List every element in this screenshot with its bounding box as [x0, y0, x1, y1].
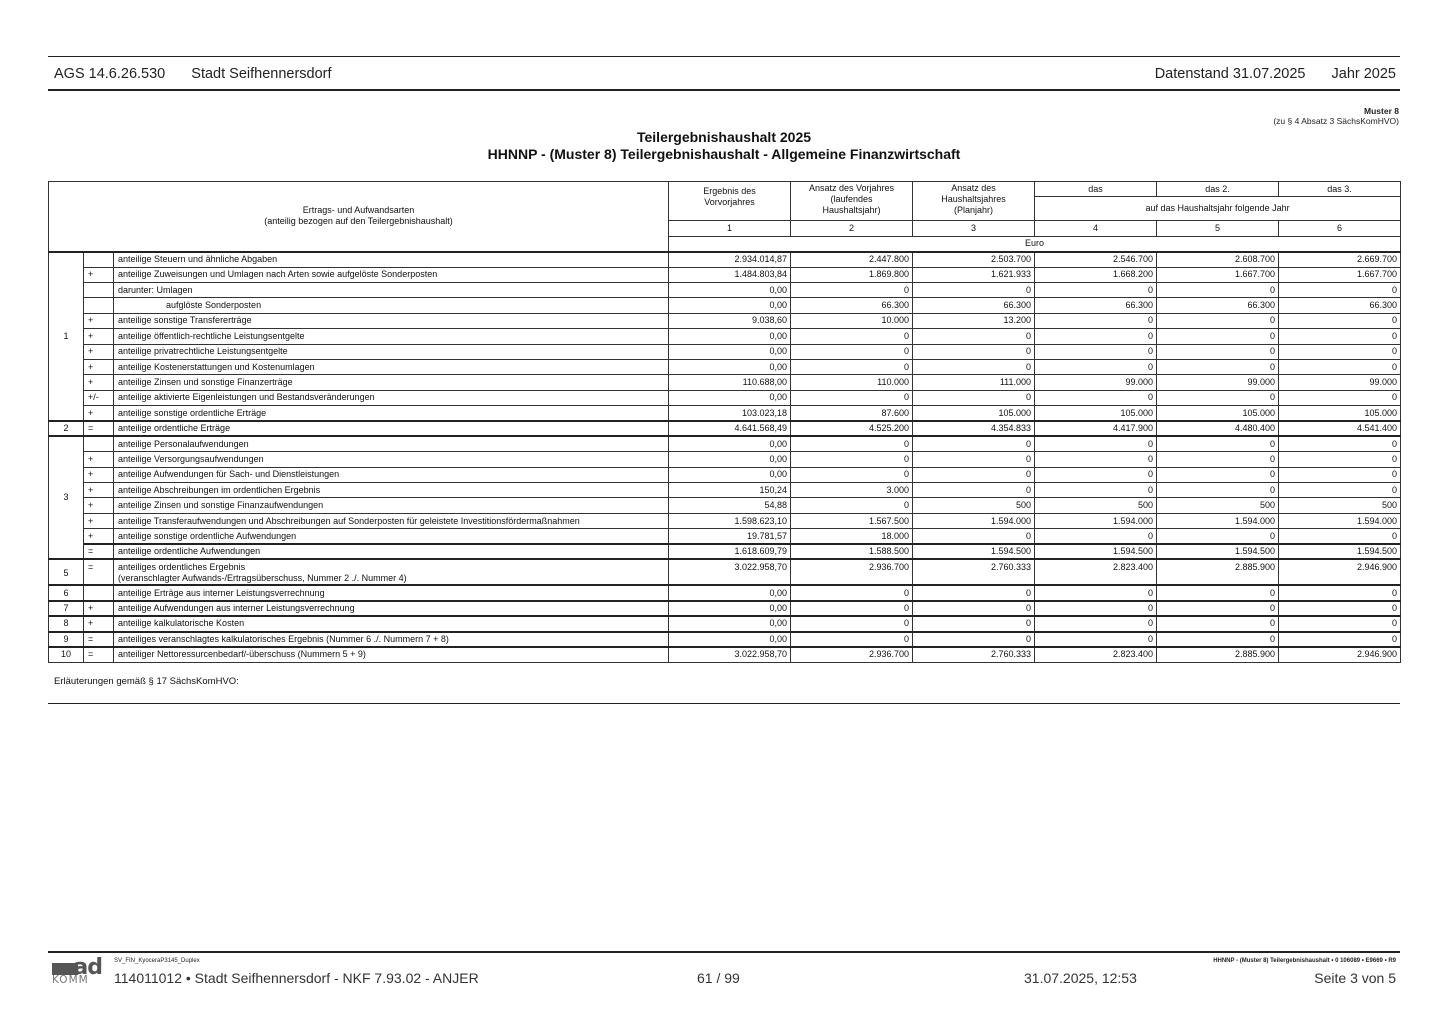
value-cell: 0,00	[669, 359, 791, 374]
value-cell: 0	[1279, 632, 1401, 647]
value-cell: 4.641.568,49	[669, 421, 791, 436]
value-cell: 0	[1279, 359, 1401, 374]
value-cell: 4.354.833	[913, 421, 1035, 436]
value-cell: 2.946.900	[1279, 559, 1401, 585]
value-cell: 66.300	[913, 298, 1035, 313]
row-operator: +	[84, 359, 114, 374]
table-row	[49, 647, 1401, 662]
printer-name: SV_FIN_KyoceraP3145_Duplex	[114, 958, 200, 964]
row-operator: +	[84, 344, 114, 359]
following-years-header: auf das Haushaltsjahr folgende Jahr	[1035, 197, 1401, 221]
row-label: anteiliges ordentliches Ergebnis (veranschlagter Aufwands-/Ertragsüberschuss, Nummer 2 ./. Nummer 4)	[114, 559, 669, 585]
row-operator	[84, 282, 114, 297]
value-cell: 103.023,18	[669, 406, 791, 421]
value-cell: 0	[1157, 585, 1279, 600]
table-row	[49, 559, 1401, 585]
value-cell: 0	[791, 616, 913, 631]
value-cell: 0	[913, 452, 1035, 467]
value-cell: 2.608.700	[1157, 252, 1279, 267]
row-label: anteilige Versorgungsaufwendungen	[114, 452, 669, 467]
row-label: anteilige Abschreibungen im ordentlichen Ergebnis	[114, 483, 669, 498]
report-code: HHNNP - (Muster 8) Teilergebnishaushalt • 0 106089 • E9669 • R9	[1213, 958, 1396, 964]
row-operator: =	[84, 647, 114, 662]
value-cell: 0	[1279, 313, 1401, 328]
value-cell: 87.600	[791, 406, 913, 421]
currency-unit: Euro	[669, 236, 1401, 251]
value-cell: 4.417.900	[1035, 421, 1157, 436]
row-operator: +	[84, 529, 114, 544]
value-cell: 10.000	[791, 313, 913, 328]
value-cell: 0	[1035, 359, 1157, 374]
form-reference	[1273, 106, 1399, 126]
value-cell: 0	[791, 585, 913, 600]
row-operator: =	[84, 421, 114, 436]
value-cell: 4.541.400	[1279, 421, 1401, 436]
table-row	[49, 513, 1401, 528]
value-cell: 0	[913, 359, 1035, 374]
value-cell: 1.567.500	[791, 513, 913, 528]
value-cell: 0	[1035, 282, 1157, 297]
print-timestamp: 31.07.2025, 12:53	[1024, 970, 1137, 986]
value-cell: 0	[1279, 436, 1401, 451]
row-label: anteilige privatrechtliche Leistungsentgelte	[114, 344, 669, 359]
value-cell: 9.038,60	[669, 313, 791, 328]
value-cell: 0,00	[669, 467, 791, 482]
row-label: anteiliger Nettoressurcenbedarf/-überschuss (Nummern 5 + 9)	[114, 647, 669, 662]
value-cell: 0,00	[669, 436, 791, 451]
row-operator	[84, 298, 114, 313]
value-cell: 105.000	[1157, 406, 1279, 421]
row-operator: +	[84, 406, 114, 421]
row-label: anteilige kalkulatorische Kosten	[114, 616, 669, 631]
value-cell: 111.000	[913, 375, 1035, 390]
table-row	[49, 498, 1401, 513]
row-number: 9	[49, 632, 84, 647]
value-cell: 0	[1157, 436, 1279, 451]
value-cell: 0	[791, 498, 913, 513]
value-cell: 1.594.000	[913, 513, 1035, 528]
value-cell: 0	[1279, 329, 1401, 344]
value-cell: 4.480.400	[1157, 421, 1279, 436]
form-number: Muster 8	[1364, 106, 1399, 116]
row-label: anteilige Personalaufwendungen	[114, 436, 669, 451]
row-operator: +	[84, 498, 114, 513]
value-cell: 0	[1279, 483, 1401, 498]
page-title	[0, 129, 1448, 163]
row-operator: +	[84, 267, 114, 282]
budget-year: Jahr 2025	[1331, 66, 1396, 82]
municipality-name: Stadt Seifhennersdorf	[191, 66, 332, 82]
row-operator: +/-	[84, 390, 114, 405]
value-cell: 0,00	[669, 452, 791, 467]
col5-header: das 2.	[1157, 182, 1279, 197]
page-header	[54, 66, 1396, 84]
value-cell: 1.594.500	[1035, 544, 1157, 559]
value-cell: 0	[913, 529, 1035, 544]
value-cell: 0	[1279, 344, 1401, 359]
col-number: 1	[669, 221, 791, 236]
value-cell: 0	[1157, 529, 1279, 544]
row-operator: +	[84, 467, 114, 482]
value-cell: 0	[791, 282, 913, 297]
value-cell: 1.598.623,10	[669, 513, 791, 528]
value-cell: 66.300	[1157, 298, 1279, 313]
col6-header: das 3.	[1279, 182, 1401, 197]
col2-header: Ansatz des Vorjahres (laufendes Haushaltsjahr)	[791, 182, 913, 221]
value-cell: 0	[791, 329, 913, 344]
value-cell: 0	[1279, 601, 1401, 616]
value-cell: 0	[913, 616, 1035, 631]
table-row	[49, 252, 1401, 267]
value-cell: 0	[913, 436, 1035, 451]
value-cell: 150,24	[669, 483, 791, 498]
value-cell: 0	[1279, 529, 1401, 544]
value-cell: 2.503.700	[913, 252, 1035, 267]
value-cell: 1.484.803,84	[669, 267, 791, 282]
row-label: anteilige Kostenerstattungen und Kostenumlagen	[114, 359, 669, 374]
table-row	[49, 298, 1401, 313]
table-row	[49, 529, 1401, 544]
value-cell: 0	[1279, 585, 1401, 600]
table-row	[49, 406, 1401, 421]
value-cell: 500	[913, 498, 1035, 513]
value-cell: 0	[1035, 601, 1157, 616]
value-cell: 0	[1157, 329, 1279, 344]
col-number: 2	[791, 221, 913, 236]
value-cell: 0	[913, 329, 1035, 344]
header-top-rule	[48, 56, 1400, 57]
row-operator: +	[84, 313, 114, 328]
value-cell: 500	[1035, 498, 1157, 513]
value-cell: 1.594.000	[1157, 513, 1279, 528]
value-cell: 0	[1035, 390, 1157, 405]
value-cell: 0	[913, 467, 1035, 482]
col1-header: Ergebnis des Vorvorjahres	[669, 182, 791, 221]
value-cell: 0	[1279, 452, 1401, 467]
page-number: Seite 3 von 5	[1314, 970, 1396, 986]
table-row	[49, 452, 1401, 467]
row-label: anteilige sonstige ordentliche Aufwendungen	[114, 529, 669, 544]
row-label: anteilige Steuern und ähnliche Abgaben	[114, 252, 669, 267]
value-cell: 54,88	[669, 498, 791, 513]
row-label: darunter: Umlagen	[114, 282, 669, 297]
row-operator: +	[84, 513, 114, 528]
value-cell: 1.594.500	[1279, 544, 1401, 559]
table-row	[49, 467, 1401, 482]
value-cell: 0	[913, 282, 1035, 297]
value-cell: 1.594.000	[1035, 513, 1157, 528]
value-cell: 105.000	[1035, 406, 1157, 421]
value-cell: 0	[1035, 585, 1157, 600]
row-number: 10	[49, 647, 84, 662]
value-cell: 0	[791, 390, 913, 405]
value-cell: 18.000	[791, 529, 913, 544]
value-cell: 0	[1035, 344, 1157, 359]
value-cell: 0	[1279, 390, 1401, 405]
row-operator	[84, 252, 114, 267]
value-cell: 0	[913, 601, 1035, 616]
title-line-2: HHNNP - (Muster 8) Teilergebnishaushalt - Allgemeine Finanzwirtschaft	[487, 146, 961, 162]
row-number: 1	[49, 252, 84, 421]
value-cell: 0	[913, 483, 1035, 498]
value-cell: 0,00	[669, 329, 791, 344]
value-cell: 1.667.700	[1279, 267, 1401, 282]
col4-header: das	[1035, 182, 1157, 197]
page-count: 61 / 99	[697, 970, 740, 986]
row-operator	[84, 436, 114, 451]
table-row	[49, 359, 1401, 374]
value-cell: 500	[1157, 498, 1279, 513]
value-cell: 0	[1035, 436, 1157, 451]
value-cell: 0,00	[669, 344, 791, 359]
row-operator: +	[84, 483, 114, 498]
value-cell: 0	[1157, 282, 1279, 297]
footer-top-rule	[48, 951, 1400, 953]
value-cell: 0,00	[669, 390, 791, 405]
value-cell: 2.946.900	[1279, 647, 1401, 662]
value-cell: 4.525.200	[791, 421, 913, 436]
value-cell: 2.760.333	[913, 647, 1035, 662]
row-label: anteilige sonstige ordentliche Erträge	[114, 406, 669, 421]
row-operator: +	[84, 601, 114, 616]
col-number: 6	[1279, 221, 1401, 236]
value-cell: 0	[1035, 313, 1157, 328]
row-number: 5	[49, 559, 84, 585]
value-cell: 110.688,00	[669, 375, 791, 390]
table-row	[49, 313, 1401, 328]
row-operator: +	[84, 452, 114, 467]
value-cell: 0	[1035, 529, 1157, 544]
row-label: anteilige Aufwendungen für Sach- und Dienstleistungen	[114, 467, 669, 482]
row-number: 3	[49, 436, 84, 559]
value-cell: 0	[1035, 616, 1157, 631]
row-number: 6	[49, 585, 84, 600]
row-number: 8	[49, 616, 84, 631]
value-cell: 2.447.800	[791, 252, 913, 267]
value-cell: 3.022.958,70	[669, 647, 791, 662]
table-row	[49, 483, 1401, 498]
value-cell: 2.936.700	[791, 647, 913, 662]
budget-table	[48, 181, 1401, 663]
value-cell: 0	[1157, 483, 1279, 498]
table-row	[49, 544, 1401, 559]
table-row	[49, 344, 1401, 359]
value-cell: 19.781,57	[669, 529, 791, 544]
value-cell: 0	[1157, 601, 1279, 616]
value-cell: 0	[791, 436, 913, 451]
value-cell: 0	[791, 467, 913, 482]
value-cell: 2.936.700	[791, 559, 913, 585]
value-cell: 0	[1279, 467, 1401, 482]
value-cell: 1.618.609,79	[669, 544, 791, 559]
value-cell: 3.000	[791, 483, 913, 498]
label-header: Ertrags- und Aufwandsarten (anteilig bezogen auf den Teilergebnishaushalt)	[49, 182, 669, 252]
value-cell: 13.200	[913, 313, 1035, 328]
value-cell: 500	[1279, 498, 1401, 513]
value-cell: 0	[1279, 282, 1401, 297]
value-cell: 0	[1157, 616, 1279, 631]
value-cell: 1.594.000	[1279, 513, 1401, 528]
row-label: anteilige Zuweisungen und Umlagen nach Arten sowie aufgelöste Sonderposten	[114, 267, 669, 282]
value-cell: 2.823.400	[1035, 647, 1157, 662]
value-cell: 2.546.700	[1035, 252, 1157, 267]
value-cell: 0,00	[669, 585, 791, 600]
row-operator: +	[84, 329, 114, 344]
value-cell: 0,00	[669, 616, 791, 631]
value-cell: 2.885.900	[1157, 559, 1279, 585]
row-label: anteilige Erträge aus interner Leistungsverrechnung	[114, 585, 669, 600]
row-operator: =	[84, 559, 114, 585]
row-label: anteilige sonstige Transfererträge	[114, 313, 669, 328]
row-label: anteilige Zinsen und sonstige Finanzerträge	[114, 375, 669, 390]
value-cell: 0	[1035, 632, 1157, 647]
table-row	[49, 421, 1401, 436]
col-number: 3	[913, 221, 1035, 236]
value-cell: 0	[791, 344, 913, 359]
value-cell: 0	[913, 632, 1035, 647]
value-cell: 0	[1035, 467, 1157, 482]
value-cell: 66.300	[1035, 298, 1157, 313]
value-cell: 0,00	[669, 282, 791, 297]
ags-code: AGS 14.6.26.530	[54, 66, 166, 82]
row-operator: +	[84, 616, 114, 631]
col-number: 4	[1035, 221, 1157, 236]
row-label: anteilige öffentlich-rechtliche Leistungsentgelte	[114, 329, 669, 344]
value-cell: 0	[1279, 616, 1401, 631]
value-cell: 0	[1157, 313, 1279, 328]
value-cell: 0	[1035, 329, 1157, 344]
value-cell: 2.934.014,87	[669, 252, 791, 267]
row-label: anteilige Transferaufwendungen und Abschreibungen auf Sonderposten für geleistete Investitionsfördermaßnahmen	[114, 513, 669, 528]
table-row	[49, 282, 1401, 297]
legal-reference: (zu § 4 Absatz 3 SächsKomHVO)	[1273, 116, 1399, 126]
row-operator: =	[84, 632, 114, 647]
value-cell: 0	[913, 585, 1035, 600]
table-row	[49, 267, 1401, 282]
value-cell: 0,00	[669, 632, 791, 647]
value-cell: 0	[1157, 344, 1279, 359]
value-cell: 2.823.400	[1035, 559, 1157, 585]
row-operator: +	[84, 375, 114, 390]
row-number: 7	[49, 601, 84, 616]
value-cell: 0	[1157, 632, 1279, 647]
value-cell: 1.668.200	[1035, 267, 1157, 282]
value-cell: 0	[1035, 483, 1157, 498]
value-cell: 0	[1157, 359, 1279, 374]
value-cell: 110.000	[791, 375, 913, 390]
col-number: 5	[1157, 221, 1279, 236]
footer-info: 114011012 • Stadt Seifhennersdorf - NKF 7.93.02 - ANJER	[114, 970, 479, 986]
table-row	[49, 329, 1401, 344]
row-operator	[84, 585, 114, 600]
value-cell: 0	[1157, 452, 1279, 467]
value-cell: 99.000	[1279, 375, 1401, 390]
value-cell: 0	[791, 632, 913, 647]
table-row	[49, 390, 1401, 405]
value-cell: 2.669.700	[1279, 252, 1401, 267]
table-row	[49, 632, 1401, 647]
data-date: Datenstand 31.07.2025	[1154, 66, 1306, 82]
col3-header: Ansatz des Haushaltsjahres (Planjahr)	[913, 182, 1035, 221]
value-cell: 0	[791, 601, 913, 616]
row-label: anteilige Aufwendungen aus interner Leistungsverrechnung	[114, 601, 669, 616]
row-label: anteilige Zinsen und sonstige Finanzaufwendungen	[114, 498, 669, 513]
table-row	[49, 436, 1401, 451]
row-label: anteilige ordentliche Erträge	[114, 421, 669, 436]
value-cell: 99.000	[1157, 375, 1279, 390]
explanation-label: Erläuterungen gemäß § 17 SächsKomHVO:	[54, 676, 239, 687]
value-cell: 2.760.333	[913, 559, 1035, 585]
table-row	[49, 616, 1401, 631]
value-cell: 0	[1035, 452, 1157, 467]
header-bottom-rule	[48, 89, 1400, 91]
title-line-1: Teilergebnishaushalt 2025	[636, 129, 812, 145]
row-label: anteilige ordentliche Aufwendungen	[114, 544, 669, 559]
value-cell: 105.000	[913, 406, 1035, 421]
value-cell: 2.885.900	[1157, 647, 1279, 662]
value-cell: 0	[791, 452, 913, 467]
value-cell: 0,00	[669, 298, 791, 313]
table-row	[49, 601, 1401, 616]
value-cell: 105.000	[1279, 406, 1401, 421]
value-cell: 0	[913, 344, 1035, 359]
row-label: aufglöste Sonderposten	[114, 298, 669, 313]
table-row	[49, 585, 1401, 600]
row-number: 2	[49, 421, 84, 436]
value-cell: 99.000	[1035, 375, 1157, 390]
row-label: anteiliges veranschlagtes kalkulatorisches Ergebnis (Nummer 6 ./. Nummern 7 + 8)	[114, 632, 669, 647]
value-cell: 0	[913, 390, 1035, 405]
value-cell: 66.300	[791, 298, 913, 313]
row-label: anteilige aktivierte Eigenleistungen und Bestandsveränderungen	[114, 390, 669, 405]
row-operator: =	[84, 544, 114, 559]
table-row	[49, 375, 1401, 390]
adkomm-logo: ad KOMM	[52, 955, 102, 986]
value-cell: 0	[791, 359, 913, 374]
value-cell: 1.594.500	[913, 544, 1035, 559]
value-cell: 0	[1157, 390, 1279, 405]
value-cell: 1.667.700	[1157, 267, 1279, 282]
value-cell: 1.621.933	[913, 267, 1035, 282]
explanation-rule	[48, 703, 1400, 704]
value-cell: 1.594.500	[1157, 544, 1279, 559]
value-cell: 1.588.500	[791, 544, 913, 559]
value-cell: 3.022.958,70	[669, 559, 791, 585]
value-cell: 0,00	[669, 601, 791, 616]
value-cell: 1.869.800	[791, 267, 913, 282]
value-cell: 0	[1157, 467, 1279, 482]
value-cell: 66.300	[1279, 298, 1401, 313]
